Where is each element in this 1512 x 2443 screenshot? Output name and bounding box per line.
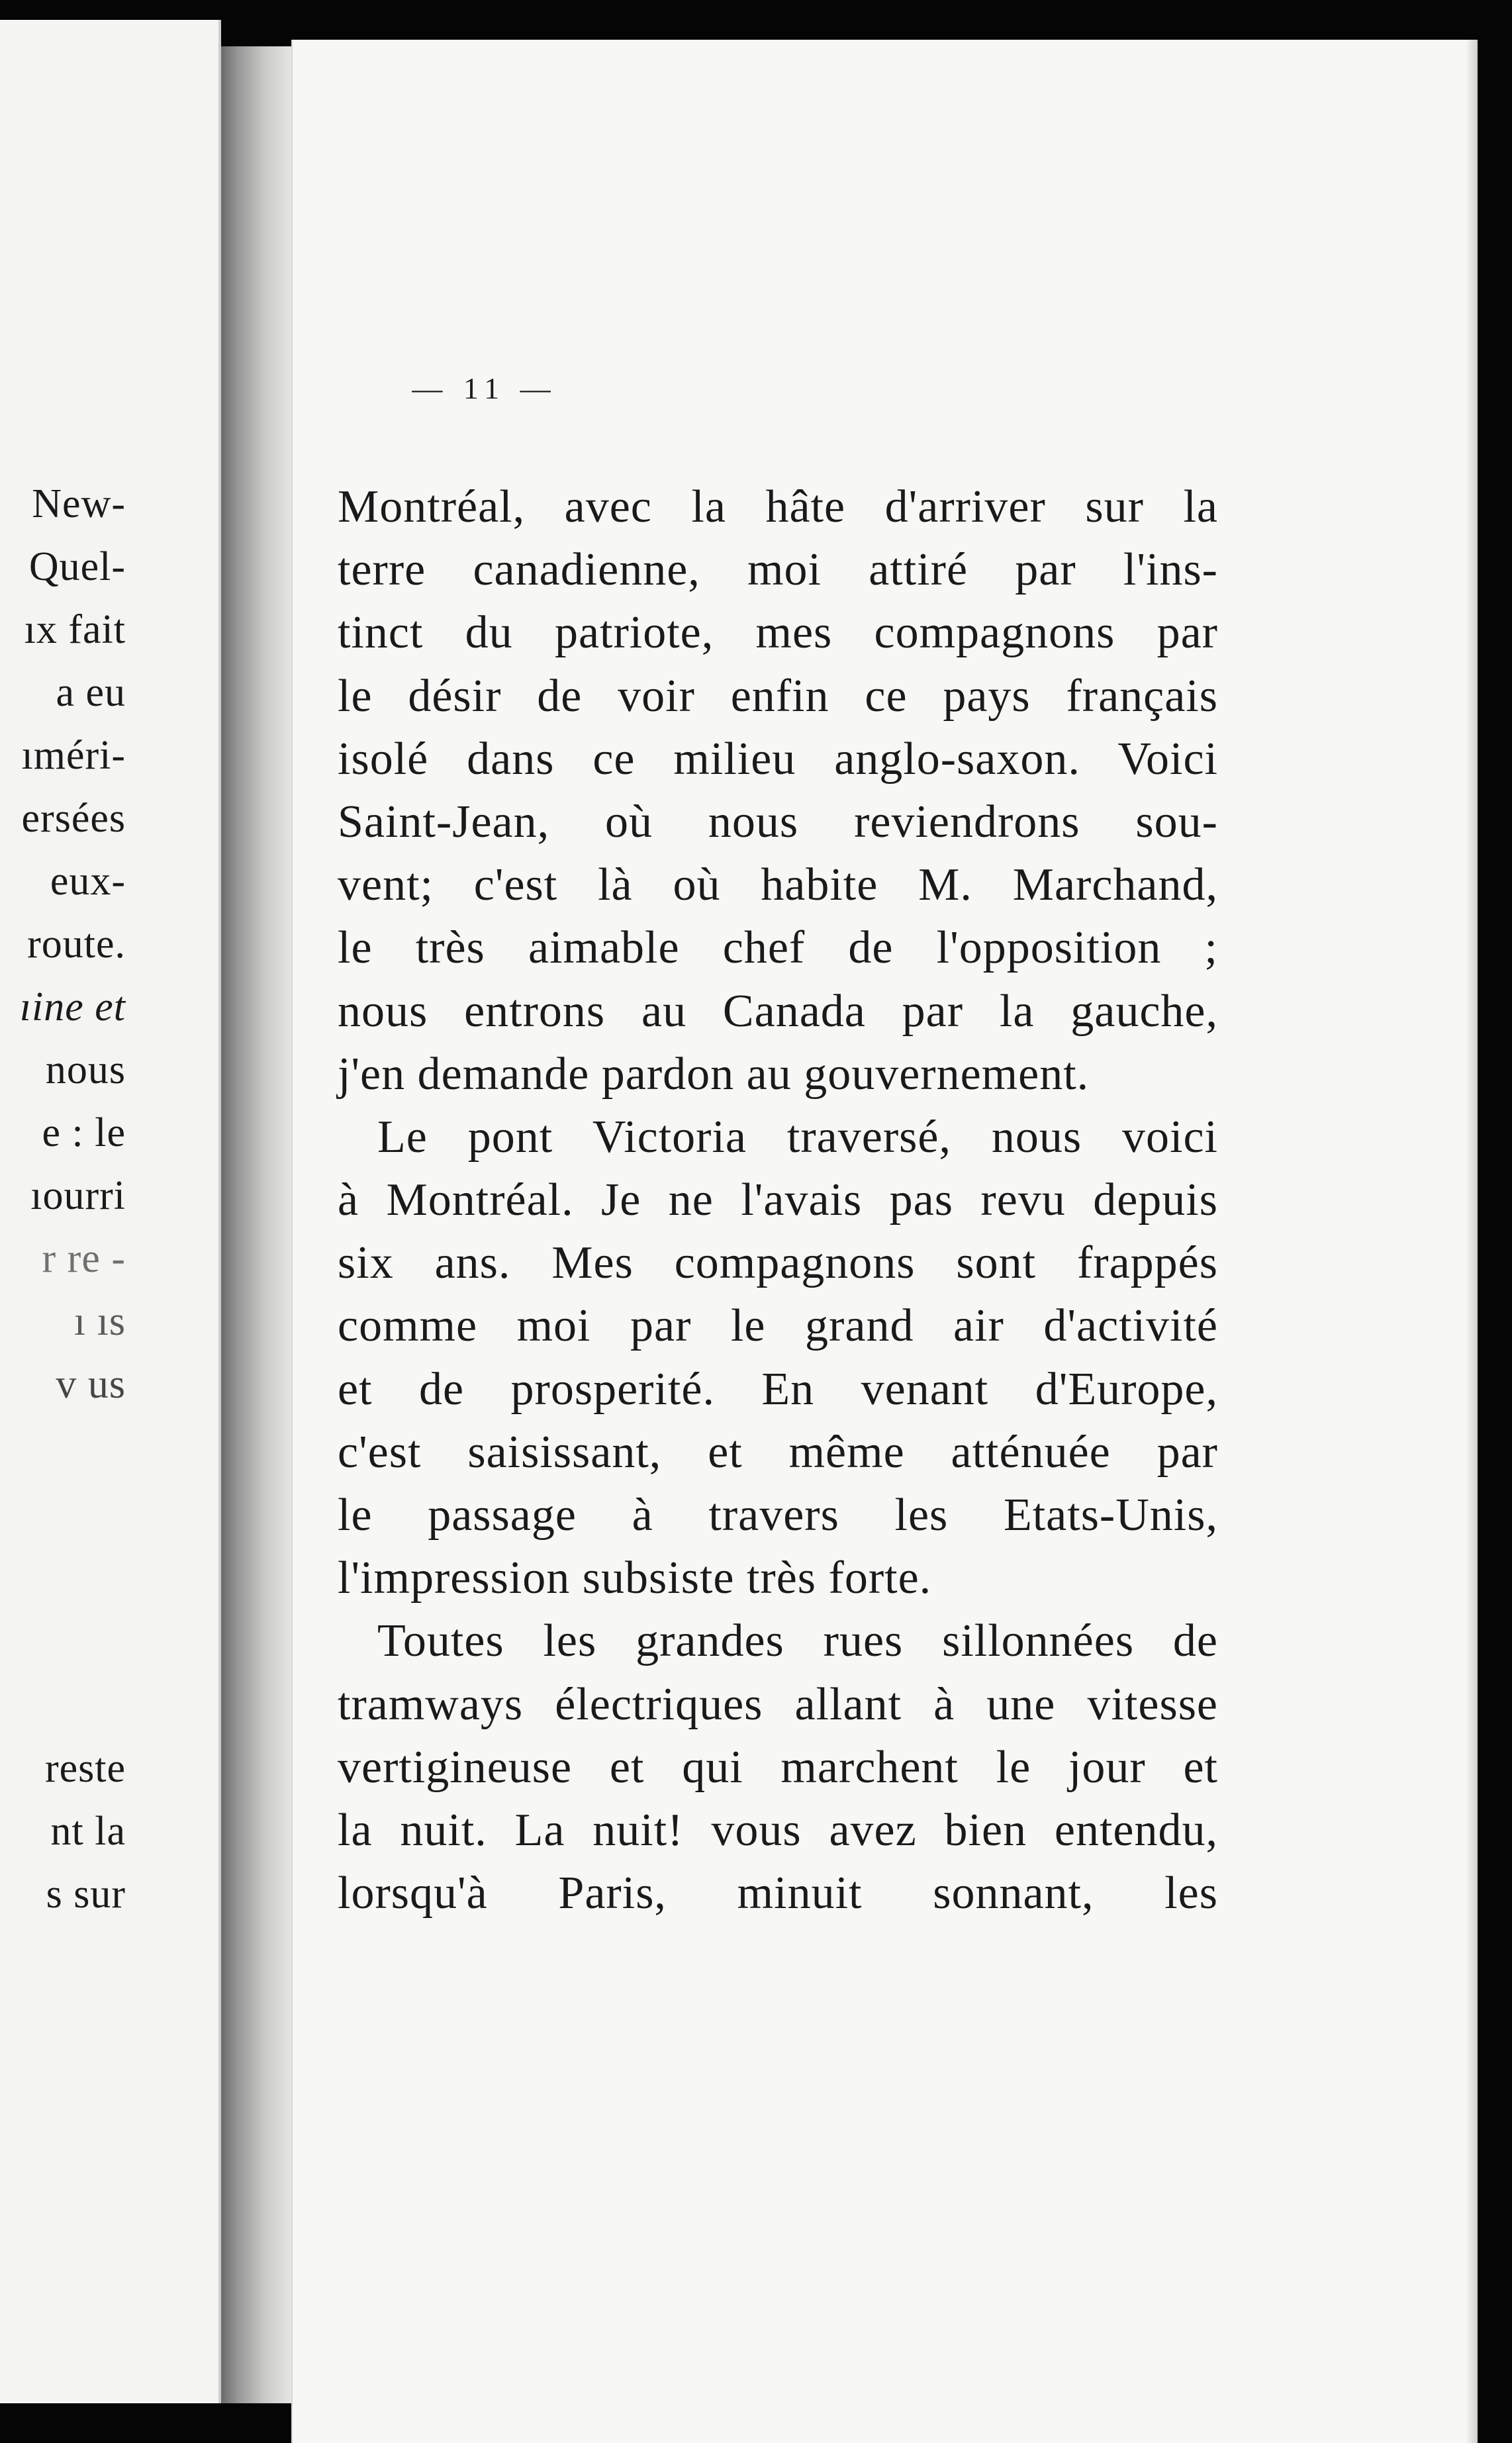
text-line: l'impression subsiste très forte. (338, 1553, 932, 1604)
text-line: le désir de voir enfin ce pays français (338, 670, 1218, 722)
text-line: à Montréal. Je ne l'avais pas revu depuis (338, 1174, 1218, 1226)
left-page-line: eux- (50, 859, 126, 904)
text-line: vent; c'est là où habite M. Marchand, (338, 859, 1218, 911)
text-line: Saint-Jean, où nous reviendrons sou- (338, 796, 1218, 847)
text-line: lorsqu'à Paris, minuit sonnant, les (338, 1868, 1218, 1919)
left-page-line: r re - (42, 1236, 126, 1281)
text-line: et de prosperité. En venant d'Europe, (338, 1363, 1218, 1415)
text-line: isolé dans ce milieu anglo-saxon. Voici (338, 733, 1218, 785)
text-line: la nuit. La nuit! vous avez bien entendu, (338, 1804, 1218, 1856)
left-page-line: nous (45, 1047, 126, 1092)
book-gutter-shadow (221, 46, 294, 2403)
page-body (338, 475, 1218, 1925)
text-line: c'est saisissant, et même atténuée par (338, 1426, 1218, 1478)
text-line: terre canadienne, moi attiré par l'ins- (338, 544, 1218, 596)
left-page-line: reste (44, 1746, 126, 1791)
left-page-line: New- (32, 481, 126, 526)
text-line: nous entrons au Canada par la gauche, (338, 985, 1218, 1037)
text-line: Toutes les grandes rues sillonnées de (377, 1615, 1218, 1667)
text-line: comme moi par le grand air d'activité (338, 1300, 1218, 1352)
page-number: — 11 — (412, 371, 557, 405)
left-page-line: nt la (50, 1809, 126, 1854)
text-line: Le pont Victoria traversé, nous voici (377, 1111, 1218, 1163)
text-line: six ans. Mes compagnons sont frappés (338, 1237, 1218, 1289)
left-page-line: ıourri (30, 1173, 126, 1218)
left-page-line: ıméri- (21, 733, 126, 778)
left-page-line: e : le (42, 1110, 126, 1155)
left-page-line: v us (56, 1362, 126, 1407)
left-page-line: ersées (21, 796, 126, 841)
text-line: le passage à travers les Etats-Unis, (338, 1490, 1218, 1541)
previous-page-fragment (0, 20, 221, 2403)
left-page-line: ıine et (19, 984, 126, 1030)
left-page-line: a eu (56, 670, 126, 715)
left-page-line: Quel- (28, 544, 126, 589)
left-page-line: ıx fait (24, 607, 126, 652)
text-line: j'en demande pardon au gouvernement. (338, 1048, 1090, 1100)
text-line: tinct du patriote, mes compagnons par (338, 607, 1218, 659)
text-line: vertigineuse et qui marchent le jour et (338, 1741, 1218, 1793)
text-line: le très aimable chef de l'opposition ; (338, 922, 1218, 974)
text-line: tramways électriques allant à une vitesse (338, 1678, 1218, 1730)
left-page-line: s sur (46, 1872, 126, 1917)
left-page-line: route. (27, 922, 126, 967)
left-page-line: ı ıs (73, 1299, 126, 1344)
text-line: Montréal, avec la hâte d'arriver sur la (338, 481, 1218, 532)
